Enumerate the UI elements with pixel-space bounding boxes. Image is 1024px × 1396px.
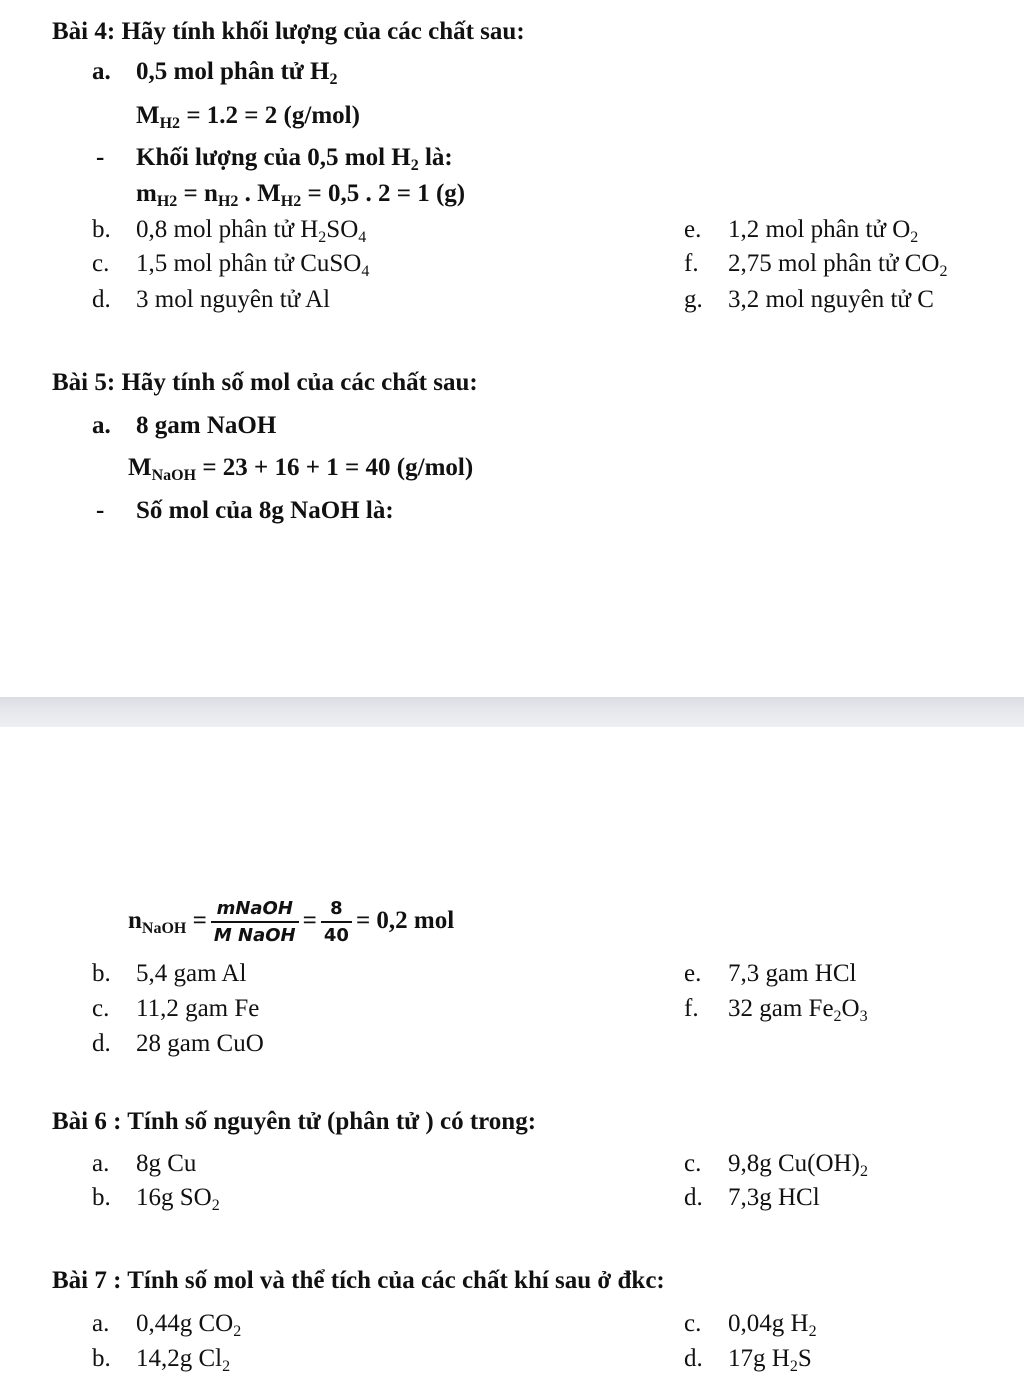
- bai7-d-letter: d.: [684, 1345, 703, 1372]
- page-separator: [0, 697, 1024, 727]
- bai4-b-letter: b.: [92, 216, 111, 243]
- bai5-e-letter: e.: [684, 960, 702, 987]
- bai4-f-item: 2,75 mol phân tử $CO_2$: [728, 250, 948, 280]
- bai4-a-molar-mass: $M_{H2} = 1.2 = 2$ (g/mol): [136, 102, 360, 132]
- bai5-a-dash: -: [96, 497, 105, 524]
- bai7-c-item: 0,04g $H_2$: [728, 1310, 817, 1340]
- bai7-title: Bài 7 : Tính số mol và thể tích của các chất khí sau ở đkc:: [52, 1267, 665, 1294]
- bai4-g-letter: g.: [684, 286, 703, 313]
- bai5-f-letter: f.: [684, 995, 699, 1022]
- bai6-c-letter: c.: [684, 1150, 702, 1177]
- bai4-f-letter: f.: [684, 250, 699, 277]
- bai5-c-letter: c.: [92, 995, 110, 1022]
- bai5-a-mol-formula: $n_{NaOH}$ = $\frac{\text{mNaOH}}{\text{M NaOH}}$ = $\frac{8}{40}$ = 0,2 mol: [128, 897, 455, 946]
- bai6-b-item: 16g $SO_2$: [136, 1184, 220, 1214]
- bai5-e-item: 7,3 gam HCl: [728, 960, 857, 987]
- bai6-d-letter: d.: [684, 1184, 703, 1211]
- bai4-a-calculation: $m_{H2} = n_{H2}$ . $M_{H2} = 0,5$ . 2 = 1 (g): [136, 180, 466, 210]
- bai4-c-letter: c.: [92, 250, 110, 277]
- bai5-title: Bài 5: Hãy tính số mol của các chất sau:: [52, 369, 478, 396]
- bai6-b-letter: b.: [92, 1184, 111, 1211]
- bai5-a-item: 8 gam NaOH: [136, 412, 277, 439]
- bai4-a-mass-label: Khối lượng của 0,5 mol $H_2$ là:: [136, 144, 453, 174]
- bai5-b-item: 5,4 gam Al: [136, 960, 247, 987]
- bai5-a-mol-label: Số mol của 8g NaOH là:: [136, 497, 394, 524]
- bai4-a-item: 0,5 mol phân tử $H_2$: [136, 58, 338, 88]
- bai4-e-letter: e.: [684, 216, 702, 243]
- bai6-c-item: 9,8g $Cu(OH)_2$: [728, 1150, 868, 1180]
- bai5-a-letter: a.: [92, 412, 111, 439]
- bai5-b-letter: b.: [92, 960, 111, 987]
- bai4-a-dash: -: [96, 144, 105, 171]
- bai4-a-letter: a.: [92, 58, 111, 85]
- bai5-d-item: 28 gam CuO: [136, 1030, 264, 1057]
- bai5-f-item: 32 gam $Fe_2O_3$: [728, 995, 868, 1025]
- bai7-a-item: 0,44g $CO_2$: [136, 1310, 242, 1340]
- bai5-a-molar-mass: $M_{NaOH} = 23 + 16 + 1 = 40$ (g/mol): [128, 454, 474, 484]
- fraction-values: $\frac{8}{40}$: [321, 898, 352, 947]
- fraction-mass-over-molar: $\frac{\text{mNaOH}}{\text{M NaOH}}$: [211, 898, 299, 947]
- bai7-d-item: 17g $H_2S$: [728, 1345, 812, 1375]
- bai6-d-item: 7,3g HCl: [728, 1184, 820, 1211]
- bai4-d-item: 3 mol nguyên tử Al: [136, 286, 331, 313]
- bai5-c-item: 11,2 gam Fe: [136, 995, 260, 1022]
- bai7-c-letter: c.: [684, 1310, 702, 1337]
- bai4-g-item: 3,2 mol nguyên tử C: [728, 286, 934, 313]
- bai7-b-item: 14,2g $Cl_2$: [136, 1345, 231, 1375]
- bai5-d-letter: d.: [92, 1030, 111, 1057]
- bai7-b-letter: b.: [92, 1345, 111, 1372]
- bai7-a-letter: a.: [92, 1310, 110, 1337]
- bai6-a-item: 8g Cu: [136, 1150, 197, 1177]
- bai4-c-item: 1,5 mol phân tử CuSO$_4$: [136, 250, 370, 280]
- bai4-title: Bài 4: Hãy tính khối lượng của các chất sau:: [52, 18, 525, 45]
- bai4-d-letter: d.: [92, 286, 111, 313]
- bai4-e-item: 1,2 mol phân tử $O_2$: [728, 216, 919, 246]
- bai4-b-item: 0,8 mol phân tử $H_2SO_4$: [136, 216, 367, 246]
- bai6-a-letter: a.: [92, 1150, 110, 1177]
- bai6-title: Bài 6 : Tính số nguyên tử (phân tử ) có trong:: [52, 1108, 537, 1135]
